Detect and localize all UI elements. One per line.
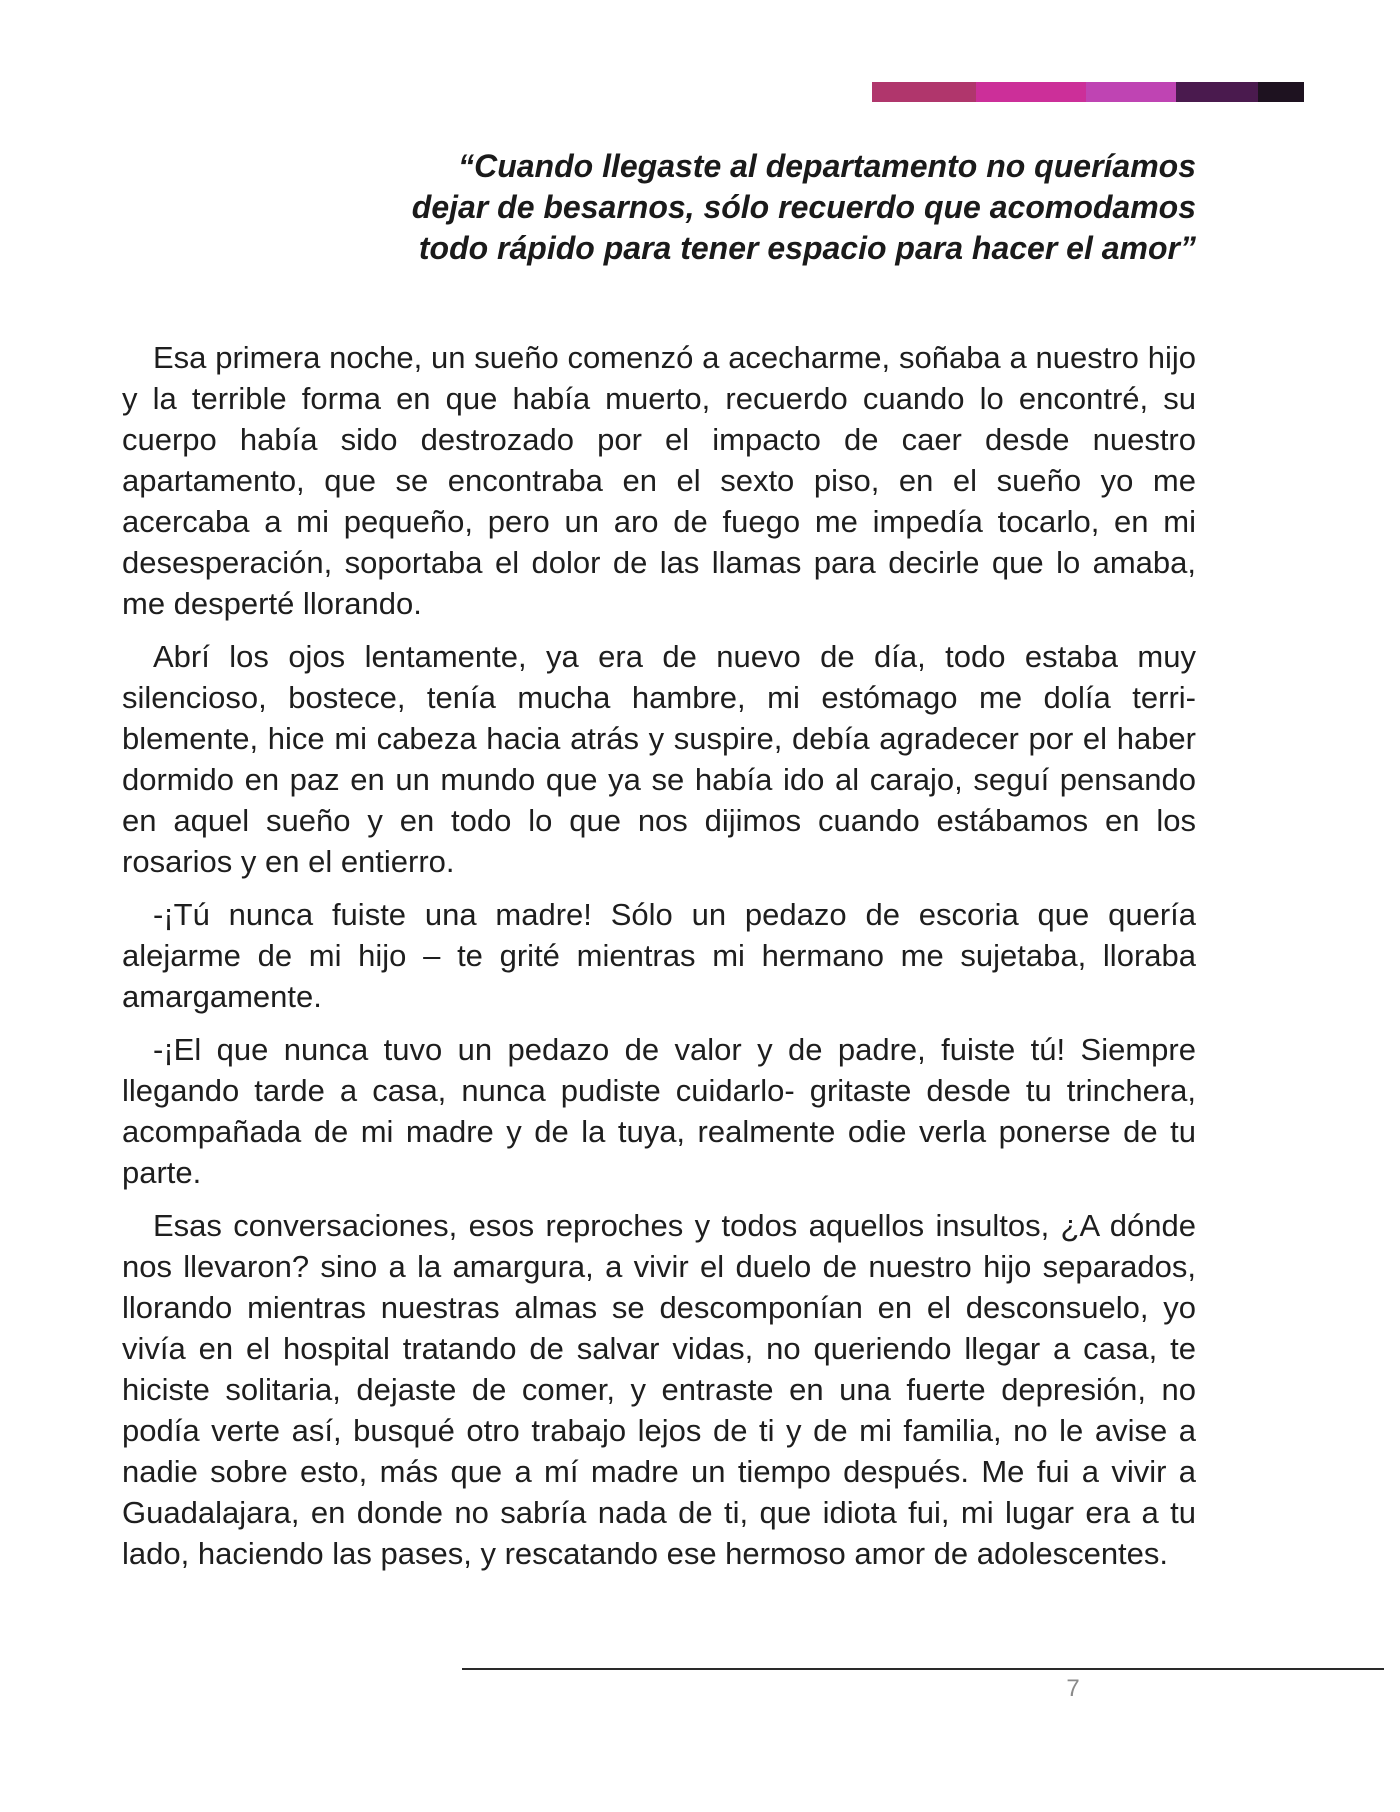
page-number: 7 bbox=[1066, 1675, 1080, 1702]
paragraph-2: Abrí los ojos lentamente, ya era de nuevo de día, todo estaba muy silencioso, bostece, tenía mucha hambre, mi estómago me dolía terriblemente, hice mi cabeza hacia atrás y suspire, debía agradecer por el haber dormido en paz en un mundo que ya se había ido al carajo, seguí pensando en aquel sueño y en todo lo que nos dijimos cuando estábamos en los rosarios y en el entierro. bbox=[122, 639, 1196, 879]
pull-quote bbox=[300, 146, 1196, 269]
color-bar-segment-5 bbox=[1258, 82, 1304, 102]
color-bar-segment-3 bbox=[1086, 82, 1176, 102]
pull-quote-line-3: todo rápido para tener espacio para hacer el amor” bbox=[418, 230, 1196, 266]
paragraph-4: -¡El que nunca tuvo un pedazo de valor y de padre, fuiste tú! Siempre llegando tarde a casa, nunca pudiste cuidarlo- gritaste desde tu trinchera, acompañada de mi madre y de la tuya, realmente odie verla ponerse de tu parte. bbox=[122, 1032, 1196, 1190]
paragraph-1: Esa primera noche, un sueño comenzó a acecharme, soñaba a nuestro hijo y la terrible forma en que había muerto, recuerdo cuando lo encontré, su cuerpo había sido destrozado por el impacto de caer desde nuestro apartamento, que se encontraba en el sexto piso, en el sueño yo me acercaba a mi pequeño, pero un aro de fuego me impedía tocarlo, en mi desesperación, soportaba el dolor de las llamas para decirle que lo amaba, me desperté llorando. bbox=[122, 340, 1196, 621]
body-text bbox=[122, 337, 1196, 1586]
color-bar-segment-1 bbox=[872, 82, 976, 102]
pull-quote-line-1: “Cuando llegaste al departamento no queríamos bbox=[458, 148, 1196, 184]
paragraph-3: -¡Tú nunca fuiste una madre! Sólo un pedazo de escoria que quería alejarme de mi hijo – te grité mientras mi hermano me sujetaba, lloraba amargamente. bbox=[122, 897, 1196, 1014]
decorative-color-bar bbox=[872, 82, 1304, 102]
color-bar-segment-2 bbox=[976, 82, 1086, 102]
color-bar-segment-4 bbox=[1176, 82, 1258, 102]
paragraph-5: Esas conversaciones, esos reproches y todos aquellos insultos, ¿A dónde nos llevaron? sino a la amargura, a vivir el duelo de nuestro hijo separados, llorando mientras nuestras almas se descomponían en el desconsuelo, yo vivía en el hospital tratando de salvar vidas, no queriendo llegar a casa, te hiciste solitaria, dejaste de comer, y entraste en una fuerte depresión, no podía verte así, busqué otro trabajo lejos de ti y de mi familia, no le avise a nadie sobre esto, más que a mí madre un tiempo después. Me fui a vivir a Guadalajara, en donde no sabría nada de ti, que idiota fui, mi lugar era a tu lado, haciendo las pases, y rescatando ese hermoso amor de adolescentes. bbox=[122, 1208, 1196, 1571]
pull-quote-line-2: dejar de besarnos, sólo recuerdo que acomodamos bbox=[411, 189, 1196, 225]
footer-divider bbox=[462, 1668, 1384, 1670]
